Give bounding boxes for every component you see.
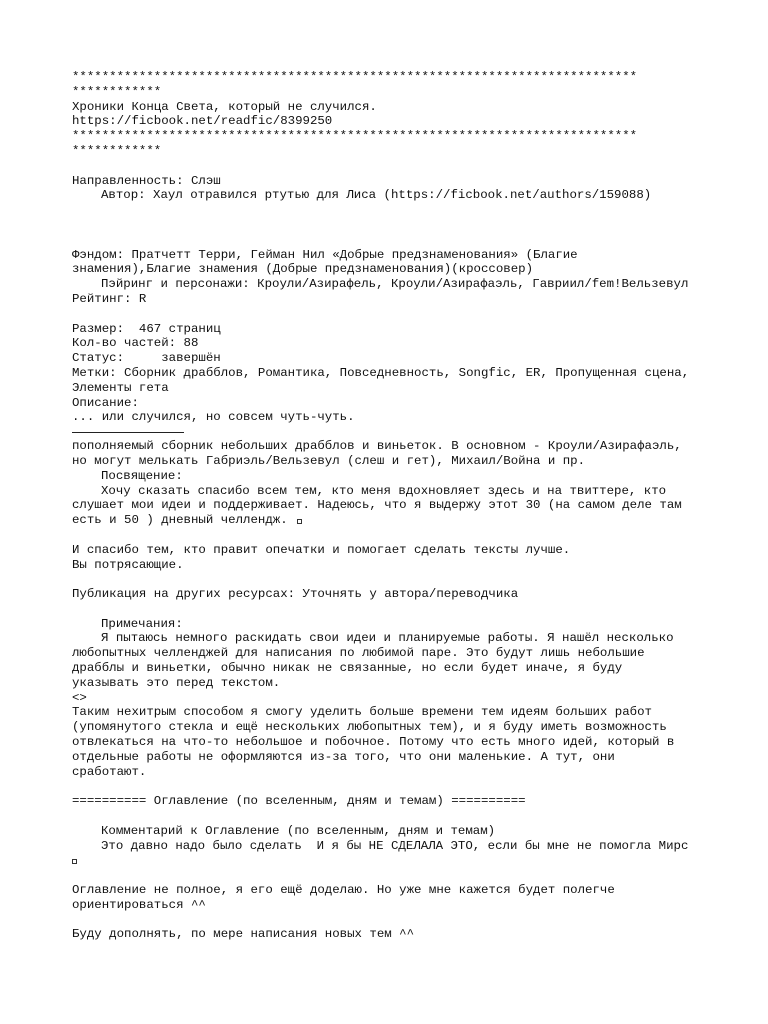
document-page bbox=[72, 70, 752, 942]
horizontal-rule bbox=[72, 432, 184, 433]
pairing: Пэйринг и персонажи: Кроули/Азирафель, Кроули/Азирафаэль, Гавриил/fem!Вельзевул bbox=[101, 277, 689, 292]
description-line: но могут мелькать Габриэль/Вельзевул (слеш и гет), Михаил/Война и пр. bbox=[72, 453, 586, 468]
toc-comment-label: Комментарий к Оглавление (по вселенным, дням и темам) bbox=[101, 823, 496, 838]
rating: Рейтинг: R bbox=[72, 291, 147, 306]
parts-count: Кол-во частей: 88 bbox=[72, 336, 199, 351]
notes-line: <> bbox=[72, 690, 87, 705]
dedication-line: слушает мои идеи и поддерживает. Надеюсь, что я выдержу этот 30 (на самом деле там bbox=[72, 498, 682, 513]
work-url: https://ficbook.net/readfic/8399250 bbox=[72, 114, 333, 129]
author: Автор: Хаул отравился ртутью для Лиса (https://ficbook.net/authors/159088) bbox=[101, 188, 652, 203]
toc-comment-line: Это давно надо было сделать И я бы НЕ СДЕЛАЛА ЭТО, если бы мне не помогла Мирс bbox=[101, 838, 689, 853]
dedication-line: Вы потрясающие. bbox=[72, 557, 184, 572]
description-label: Описание: bbox=[72, 395, 139, 410]
notes-line: отдельные работы не оформляются из-за того, что они маленькие. А тут, они bbox=[72, 749, 615, 764]
notes-line: (упомянутого стекла и ещё нескольких любопытных тем), и я буду иметь возможность bbox=[72, 720, 667, 735]
dedication-line: Хочу сказать спасибо всем тем, кто меня вдохновляет здесь и на твиттере, кто bbox=[101, 483, 667, 498]
work-title: Хроники Конца Света, который не случился. bbox=[72, 99, 377, 114]
toc-heading: ========== Оглавление (по вселенным, дням и темам) ========== bbox=[72, 794, 526, 809]
tags-line: Элементы гета bbox=[72, 380, 169, 395]
notes-line: Таким нехитрым способом я смогу уделить больше времени тем идеям больших работ bbox=[72, 705, 652, 720]
notes-line: драбблы и виньетки, обычно никак не связанные, но если будет иначе, я буду bbox=[72, 661, 623, 676]
description-line: пополняемый сборник небольших драбблов и виньеток. В основном - Кроули/Азирафаэль, bbox=[72, 439, 682, 454]
separator-stars: ************ bbox=[72, 143, 162, 158]
toc-comment-line bbox=[72, 853, 752, 868]
notes-line: указывать это перед текстом. bbox=[72, 675, 281, 690]
toc-paragraph: Оглавление не полное, я его ещё доделаю. Но уже мне кажется будет полегче bbox=[72, 883, 615, 898]
notes-line: сработают. bbox=[72, 764, 147, 779]
dedication-line: И спасибо тем, кто правит опечатки и помогает сделать тексты лучше. bbox=[72, 542, 571, 557]
status: Статус: завершён bbox=[72, 351, 221, 366]
dedication-line bbox=[72, 513, 752, 528]
direction: Направленность: Слэш bbox=[72, 173, 221, 188]
notes-label: Примечания: bbox=[101, 616, 183, 631]
dedication-label: Посвящение: bbox=[101, 468, 183, 483]
size: Размер: 467 страниц bbox=[72, 321, 221, 336]
missing-glyph-icon bbox=[72, 859, 77, 864]
dedication-text: есть и 50 ) дневный челлендж. bbox=[72, 513, 288, 528]
toc-paragraph: Буду дополнять, по мере написания новых тем ^^ bbox=[72, 927, 415, 942]
notes-line: любопытных челленджей для написания по любимой паре. Это будут лишь небольшие bbox=[72, 646, 645, 661]
tags-line: Метки: Сборник драбблов, Романтика, Повседневность, Songfic, ER, Пропущенная сцена, bbox=[72, 365, 690, 380]
separator-stars: **************************************************************************** bbox=[72, 70, 638, 84]
notes-line: отвлекаться на что-то небольшое и побочное. Потому что есть много идей, который в bbox=[72, 735, 675, 750]
fandom-line: Фэндом: Пратчетт Терри, Гейман Нил «Добрые предзнаменования» (Благие bbox=[72, 247, 578, 262]
fandom-line: знамения),Благие знамения (Добрые предзнаменования)(кроссовер) bbox=[72, 262, 534, 277]
publication-info: Публикация на других ресурсах: Уточнять у автора/переводчика bbox=[72, 587, 519, 602]
separator-stars: **************************************************************************** bbox=[72, 129, 638, 144]
toc-paragraph: ориентироваться ^^ bbox=[72, 897, 206, 912]
missing-glyph-icon bbox=[297, 519, 302, 524]
separator-stars: ************ bbox=[72, 84, 162, 99]
notes-line: Я пытаюсь немного раскидать свои идеи и планируемые работы. Я нашёл несколько bbox=[101, 631, 674, 646]
description-line: ... или случился, но совсем чуть-чуть. bbox=[72, 410, 355, 425]
